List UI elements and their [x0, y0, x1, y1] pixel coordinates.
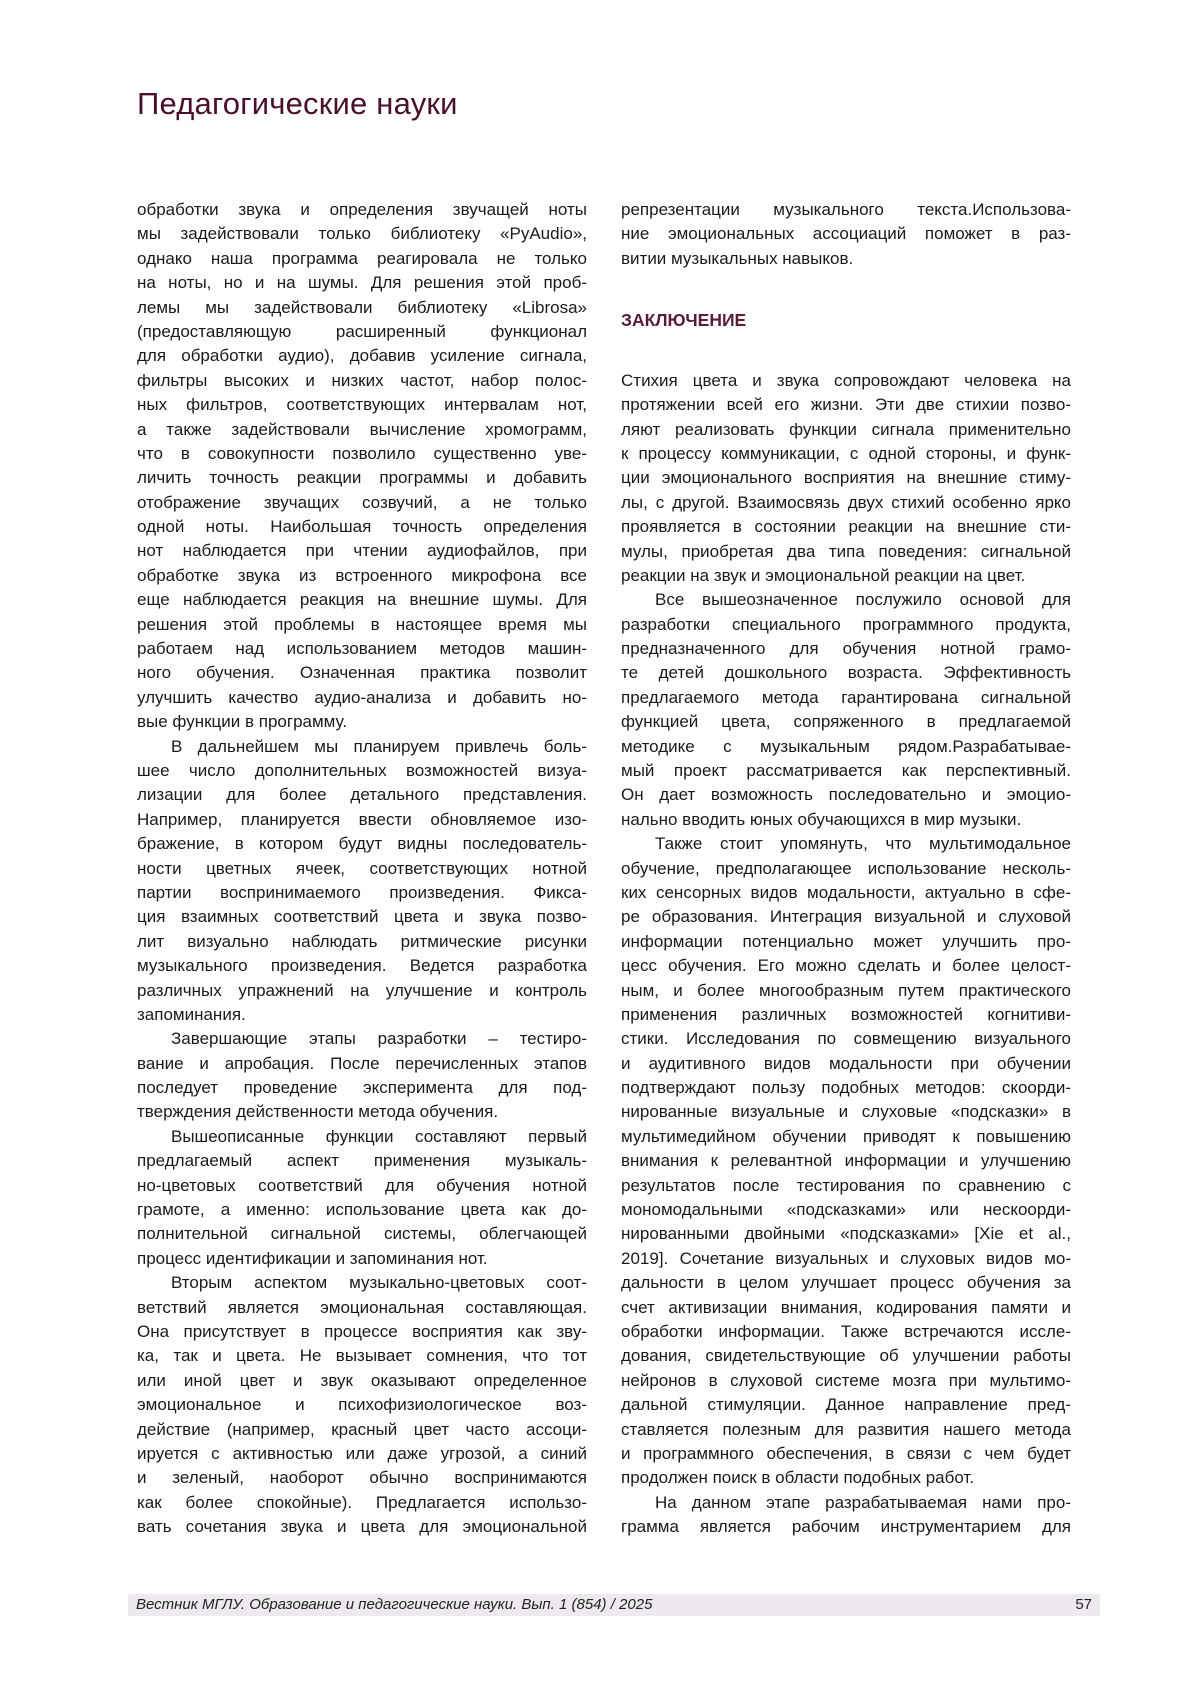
text-line: предлагаемого метода гарантирована сигнальной	[621, 686, 1071, 710]
text-line: ного обучения. Означенная практика позволит	[137, 661, 587, 685]
paragraph	[137, 1125, 587, 1271]
text-line: Вторым аспектом музыкально-цветовых соот-	[137, 1271, 587, 1295]
text-line: нейронов в слуховой системе мозга при мультимо-	[621, 1369, 1071, 1393]
text-line: обработки информации. Также встречаются иссле-	[621, 1320, 1071, 1344]
text-line: ре образования. Интеграция визуальной и слуховой	[621, 905, 1071, 929]
text-line: грамма является рабочим инструментарием для	[621, 1515, 1071, 1539]
text-line: грамоте, а именно: использование цвета как до-	[137, 1198, 587, 1222]
text-line: ние эмоциональных ассоциаций поможет в раз-	[621, 222, 1071, 246]
text-line: но-цветовых соответствий для обучения нотной	[137, 1174, 587, 1198]
text-line: дования, свидетельствующие об улучшении работы	[621, 1344, 1071, 1368]
text-line: ставляется полезным для развития нашего метода	[621, 1418, 1071, 1442]
text-line: лит визуально наблюдать ритмические рисунки	[137, 930, 587, 954]
text-line: ции эмоционального восприятия на внешние стиму-	[621, 466, 1071, 490]
text-line: Она присутствует в процессе восприятия как зву-	[137, 1320, 587, 1344]
text-line: репрезентации музыкального текста.Использова-	[621, 198, 1071, 222]
text-line: обработке звука из встроенного микрофона все	[137, 564, 587, 588]
text-line: процесс идентификации и запоминания нот.	[137, 1247, 587, 1271]
text-line: эмоциональное и психофизиологическое воз-	[137, 1393, 587, 1417]
text-line: лы, с другой. Взаимосвязь двух стихий особенно ярко	[621, 491, 1071, 515]
text-line: ветствий является эмоциональная составляющая.	[137, 1296, 587, 1320]
text-line: На данном этапе разрабатываемая нами про-	[621, 1491, 1071, 1515]
text-line: еще наблюдается реакция на внешние шумы. Для	[137, 588, 587, 612]
text-line: 2019]. Сочетание визуальных и слуховых видов мо-	[621, 1247, 1071, 1271]
text-line: продолжен поиск в области подобных работ.	[621, 1466, 1071, 1490]
conclusion-heading: ЗАКЛЮЧЕНИЕ	[621, 310, 746, 331]
page-footer	[128, 1594, 1100, 1616]
text-line: на ноты, но и на шумы. Для решения этой проб-	[137, 271, 587, 295]
text-line: дальной стимуляции. Данное направление пред-	[621, 1393, 1071, 1417]
text-line: фильтры высоких и низких частот, набор полос-	[137, 369, 587, 393]
text-line: запоминания.	[137, 1003, 587, 1027]
paragraph	[621, 588, 1071, 832]
text-line: протяжении всей его жизни. Эти две стихии позво-	[621, 393, 1071, 417]
text-line: ным, и более многообразным путем практического	[621, 979, 1071, 1003]
text-line: Например, планируется ввести обновляемое изо-	[137, 808, 587, 832]
text-line: Также стоит упомянуть, что мультимодальное	[621, 832, 1071, 856]
left-text-column	[137, 198, 587, 1539]
text-line: последует проведение эксперимента для под-	[137, 1076, 587, 1100]
paragraph	[621, 1491, 1071, 1540]
text-line: мулы, приобретая два типа поведения: сигнальной	[621, 540, 1071, 564]
text-line: лемы мы задействовали библиотеку «Librosa»	[137, 296, 587, 320]
text-line: ных фильтров, соответствующих интервалам нот,	[137, 393, 587, 417]
text-line: те детей дошкольного возраста. Эффективность	[621, 661, 1071, 685]
text-line: нированные визуальные и слуховые «подсказки» в	[621, 1100, 1071, 1124]
text-line: подтверждают пользу подобных методов: скоорди-	[621, 1076, 1071, 1100]
section-title: Педагогические науки	[137, 86, 458, 122]
text-line: к процессу коммуникации, с одной стороны, и функ-	[621, 442, 1071, 466]
text-line: Завершающие этапы разработки – тестиро-	[137, 1027, 587, 1051]
text-line: вать сочетания звука и цвета для эмоциональной	[137, 1515, 587, 1539]
text-line: счет активизации внимания, кодирования памяти и	[621, 1296, 1071, 1320]
text-line: работаем над использованием методов машин-	[137, 637, 587, 661]
text-line: или иной цвет и звук оказывают определенное	[137, 1369, 587, 1393]
page-number: 57	[1075, 1596, 1092, 1613]
text-line: полнительной сигнальной системы, облегчающей	[137, 1222, 587, 1246]
text-line: различных упражнений на улучшение и контроль	[137, 979, 587, 1003]
text-line: улучшить качество аудио-анализа и добавить но-	[137, 686, 587, 710]
text-line: одной ноты. Наибольшая точность определения	[137, 515, 587, 539]
text-line: нот наблюдается при чтении аудиофайлов, при	[137, 539, 587, 563]
paragraph	[621, 832, 1071, 1491]
text-line: проявляется в состоянии реакции на внешние сти-	[621, 515, 1071, 539]
text-line: лизации для более детального представления.	[137, 783, 587, 807]
text-line: тверждения действенности метода обучения.	[137, 1100, 587, 1124]
text-line: реакции на звук и эмоциональной реакции на цвет.	[621, 564, 1071, 588]
text-line: предназначенного для обучения нотной грамо-	[621, 637, 1071, 661]
text-line: ких сенсорных видов модальности, актуально в сфе-	[621, 881, 1071, 905]
text-line: обучение, предполагающее использование несколь-	[621, 857, 1071, 881]
text-line: Стихия цвета и звука сопровождают человека на	[621, 369, 1071, 393]
text-line: методике с музыкальным рядом.Разрабатывае-	[621, 735, 1071, 759]
text-line: ция взаимных соответствий цвета и звука позво-	[137, 905, 587, 929]
text-line: вые функции в программу.	[137, 710, 587, 734]
text-line: цесс обучения. Его можно сделать и более целост-	[621, 954, 1071, 978]
paragraph	[137, 198, 587, 735]
text-line: (предоставляющую расширенный функционал	[137, 320, 587, 344]
paragraph	[621, 369, 1071, 589]
text-line: однако наша программа реагировала не только	[137, 247, 587, 271]
text-line: разработки специального программного продукта,	[621, 613, 1071, 637]
text-line: В дальнейшем мы планируем привлечь боль-	[137, 735, 587, 759]
text-line: обработки звука и определения звучащей ноты	[137, 198, 587, 222]
text-line: ляют реализовать функции сигнала применительно	[621, 418, 1071, 442]
text-line: шее число дополнительных возможностей визуа-	[137, 759, 587, 783]
text-line: как более спокойные). Предлагается использо-	[137, 1491, 587, 1515]
text-line: партии воспринимаемого произведения. Фикса-	[137, 881, 587, 905]
text-line: действие (например, красный цвет часто ассоци-	[137, 1418, 587, 1442]
text-line: вание и апробация. После перечисленных этапов	[137, 1052, 587, 1076]
text-line: применения различных возможностей когнитиви-	[621, 1003, 1071, 1027]
text-line: ируется с активностью или даже угрозой, а синий	[137, 1442, 587, 1466]
text-line: отображение звучащих созвучий, а не только	[137, 491, 587, 515]
text-line: Все вышеозначенное послужило основой для	[621, 588, 1071, 612]
paragraph	[137, 1271, 587, 1539]
text-line: информации потенциально может улучшить про-	[621, 930, 1071, 954]
text-line: и аудитивного видов модальности при обучении	[621, 1052, 1071, 1076]
text-line: Он дает возможность последовательно и эмоцио-	[621, 783, 1071, 807]
text-line: нированными двойными «подсказками» [Xie et al.,	[621, 1222, 1071, 1246]
text-line: мый проект рассматривается как перспективный.	[621, 759, 1071, 783]
text-line: личить точность реакции программы и добавить	[137, 466, 587, 490]
text-line: что в совокупности позволило существенно уве-	[137, 442, 587, 466]
journal-citation: Вестник МГЛУ. Образование и педагогические науки. Вып. 1 (854) / 2025	[136, 1596, 652, 1613]
text-line: ности цветных ячеек, соответствующих нотной	[137, 857, 587, 881]
text-line: нально вводить юных обучающихся в мир музыки.	[621, 808, 1071, 832]
text-line: результатов после тестирования по сравнению с	[621, 1174, 1071, 1198]
text-line: мы задействовали только библиотеку «PyAudio»,	[137, 222, 587, 246]
right-text-column	[621, 198, 1071, 1540]
text-line: для обработки аудио), добавив усиление сигнала,	[137, 344, 587, 368]
text-line: внимания к релевантной информации и улучшению	[621, 1149, 1071, 1173]
text-line: витии музыкальных навыков.	[621, 247, 1071, 271]
text-line: бражение, в котором будут видны последователь-	[137, 832, 587, 856]
text-line: мультимедийном обучении приводят к повышению	[621, 1125, 1071, 1149]
paragraph	[137, 735, 587, 1028]
text-line: стики. Исследования по совмещению визуального	[621, 1027, 1071, 1051]
text-line: а также задействовали вычисление хромограмм,	[137, 418, 587, 442]
text-line: мономодальными «подсказками» или нескоорди-	[621, 1198, 1071, 1222]
text-line: Вышеописанные функции составляют первый	[137, 1125, 587, 1149]
paragraph	[621, 198, 1071, 271]
text-line: дальности в целом улучшает процесс обучения за	[621, 1271, 1071, 1295]
text-line: предлагаемый аспект применения музыкаль-	[137, 1149, 587, 1173]
text-line: решения этой проблемы в настоящее время мы	[137, 613, 587, 637]
text-line: музыкального произведения. Ведется разработка	[137, 954, 587, 978]
text-line: и программного обеспечения, в связи с чем будет	[621, 1442, 1071, 1466]
text-line: и зеленый, наоборот обычно воспринимаются	[137, 1466, 587, 1490]
paragraph	[137, 1027, 587, 1125]
text-line: функцией цвета, сопряженного в предлагаемой	[621, 710, 1071, 734]
text-line: ка, так и цвета. Не вызывает сомнения, что тот	[137, 1344, 587, 1368]
